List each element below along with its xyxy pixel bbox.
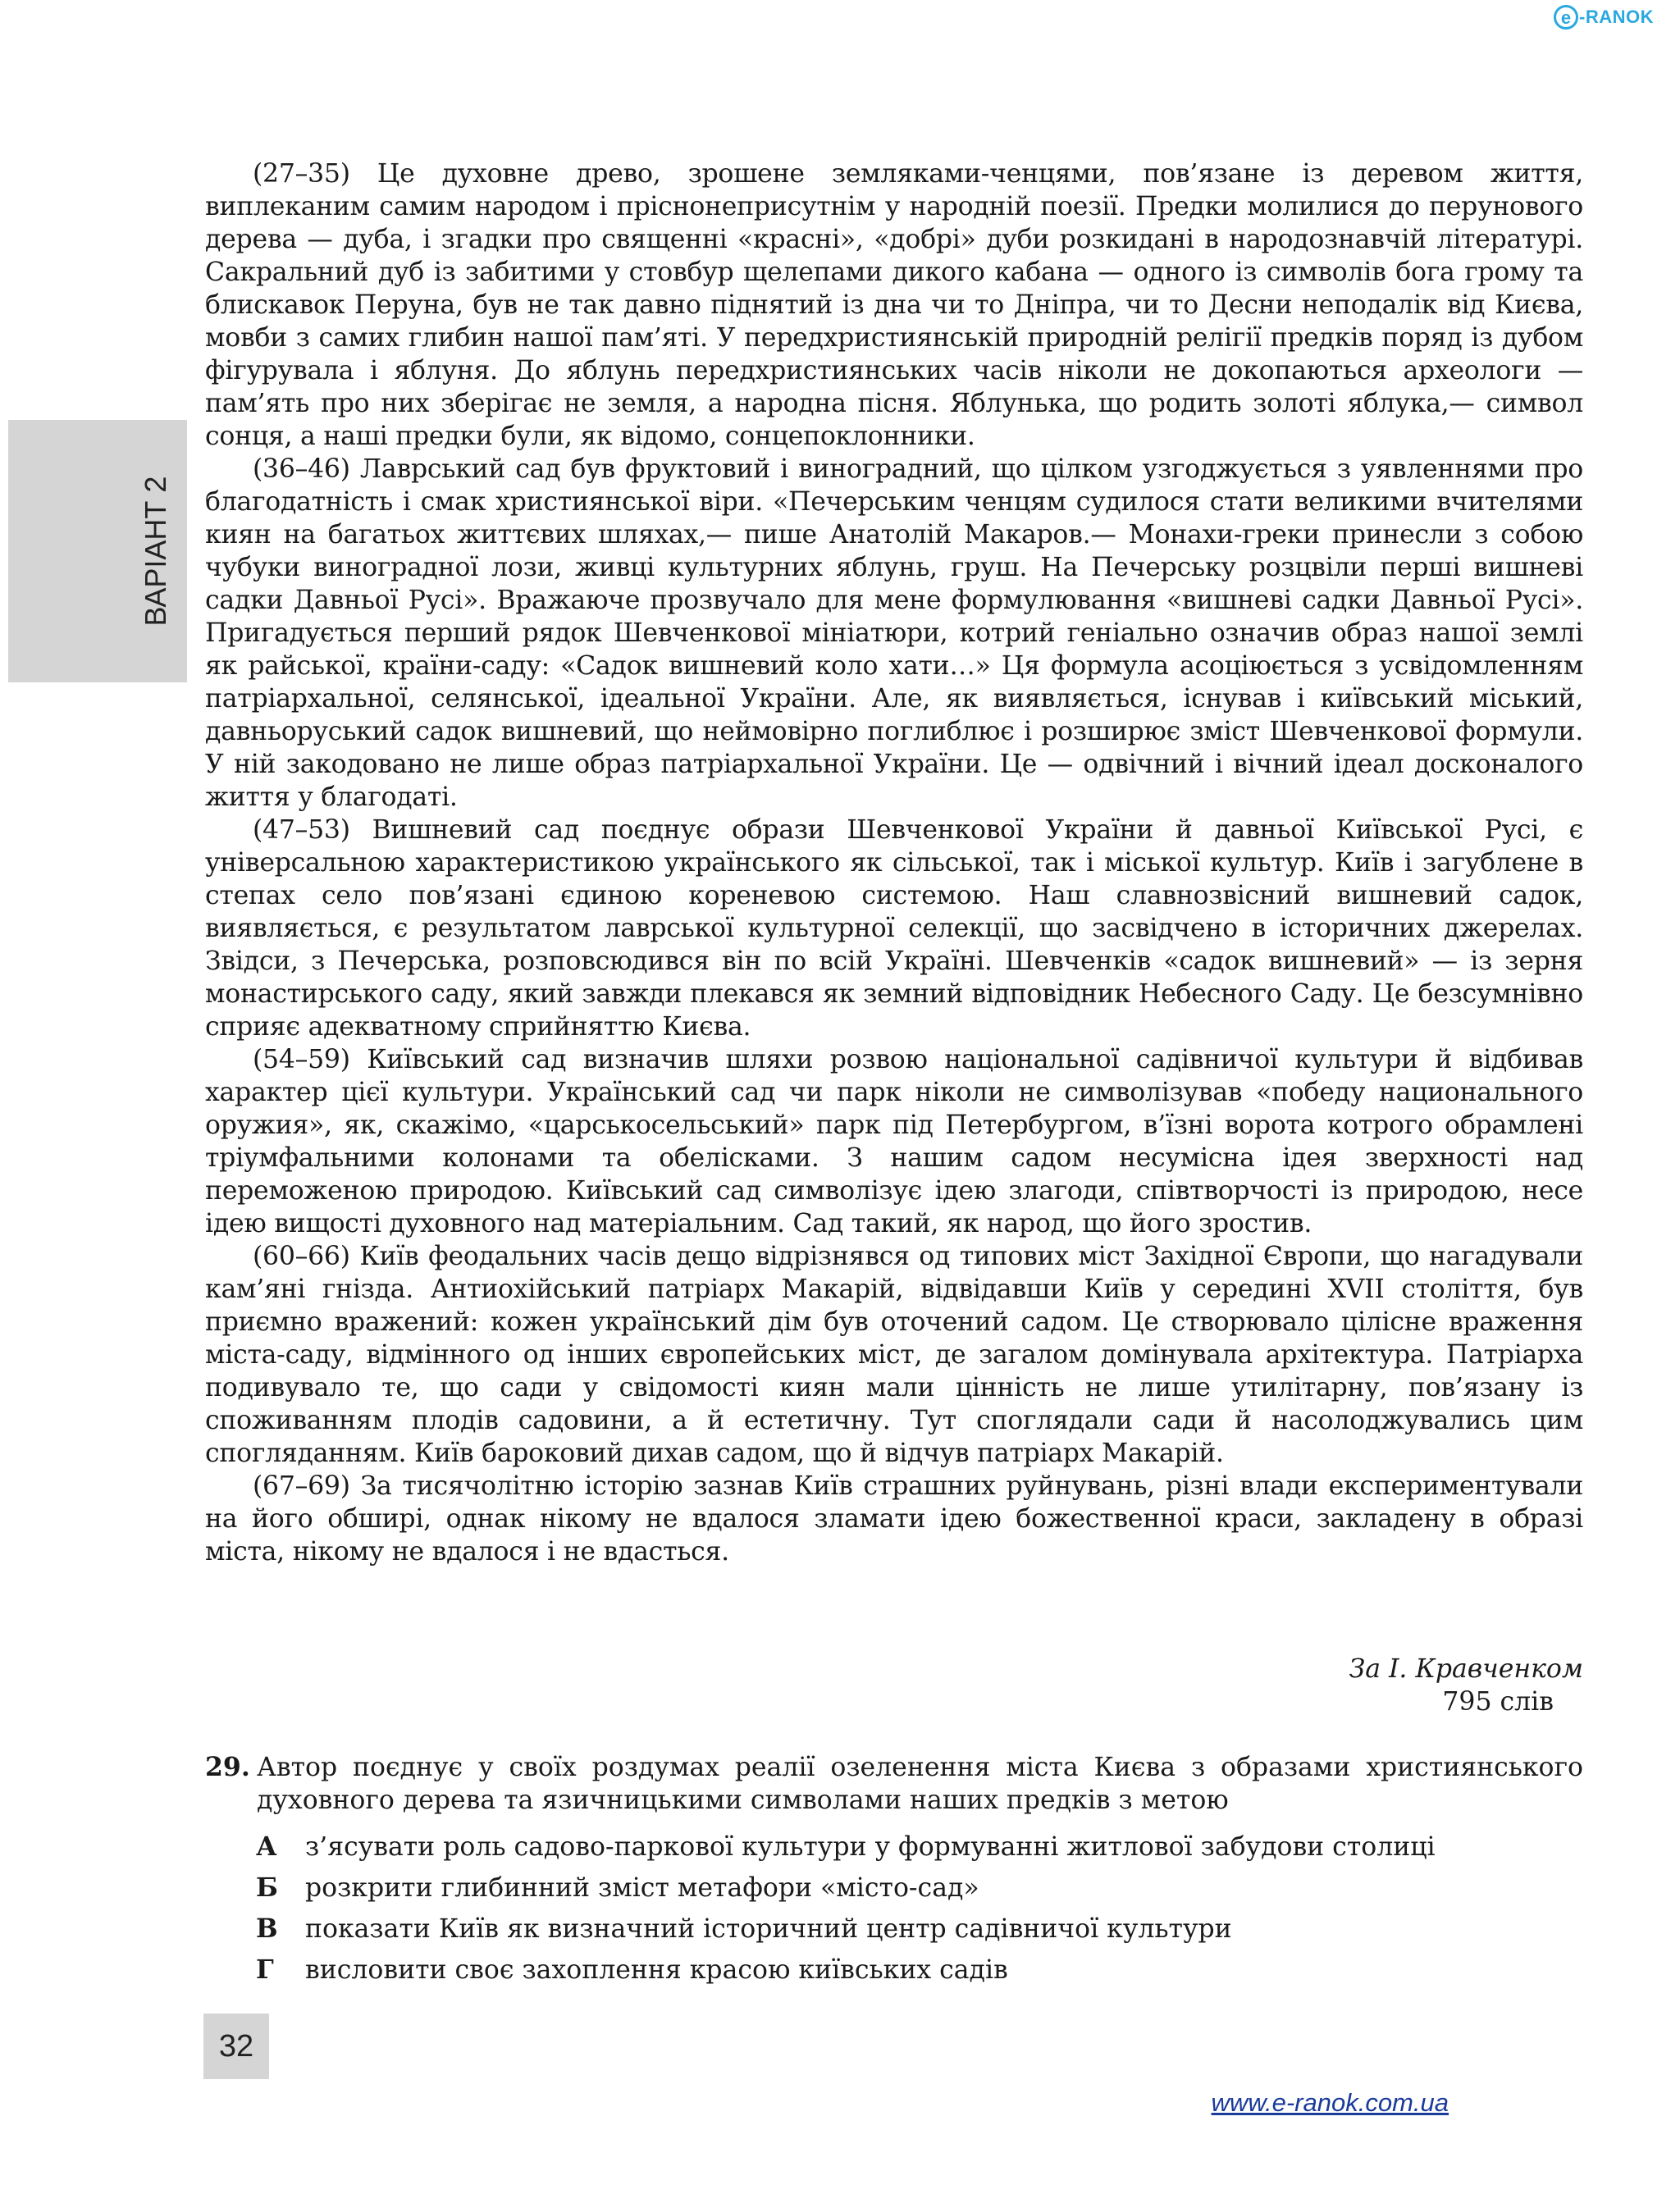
reading-text [205, 157, 1583, 1568]
option-text: висловити своє захоплення красою київських садів [305, 1955, 1008, 1985]
option-v[interactable] [256, 1909, 1583, 1950]
publisher-logo [1554, 3, 1654, 31]
option-letter: Б [256, 1872, 278, 1903]
option-text: розкрити глибинний зміст метафори «місто-сад» [305, 1873, 979, 1903]
page-number: 32 [203, 2014, 269, 2079]
author-name: За І. Кравченком [1349, 1654, 1583, 1684]
paragraph-60-66: (60–66) Київ феодальних часів дещо відрізнявся од типових міст Західної Європи, що нагадували кам’яні гнізда. Антиохійський патріарх Макарій, відвідавши Київ у середині XVII століття, був приємно вражений: кожен український дім був оточений садом. Це створювало цілісне враження міста-саду, відмінного од інших європейських міст, де загалом домінувала архітектура. Патріарха подивувало те, що сади у свідомості киян мали цінність не лише утилітарну, пов’язану із споживанням плодів садовини, а й естетичну. Тут споглядали сади й насолоджувались цим спогляданням. Київ бароковий дихав садом, що й відчув патріарх Макарій. [205, 1242, 1583, 1468]
paragraph-54-59: (54–59) Київський сад визначив шляхи розвою національної садівничої культури й відбивав характер цієї культури. Український сад чи парк ніколи не символізував «победу национального оружия», як, скажімо, «царськосельський» парк під Петербургом, в’їзні ворота котрого обрамлені тріумфальними колонами та обелісками. З нашим садом несумісна ідея зверхності над переможеною природою. Київський сад символізує ідею злагоди, співтворчості із природою, несе ідею вищості духовного над матеріальним. Сад такий, як народ, що його зростив. [205, 1045, 1583, 1238]
option-text: показати Київ як визначний історичний центр садівничої культури [305, 1914, 1232, 1944]
option-letter: А [256, 1831, 277, 1862]
word-count: 795 слів [1442, 1687, 1554, 1717]
paragraph-67-69: (67–69) За тисячолітню історію зазнав Київ страшних руйнувань, різні влади експериментували на його обширі, однак нікому не вдалося зламати ідею божественної краси, закладену в образі міста, нікому не вдалося і не вдасться. [205, 1471, 1583, 1567]
option-letter: В [256, 1913, 278, 1944]
variant-label: ВАРІАНТ 2 [139, 476, 172, 627]
website-link[interactable]: www.e-ranok.com.ua [1211, 2088, 1449, 2117]
question-text: Автор поєднує у своїх роздумах реалії озеленення міста Києва з образами християнського духовного дерева та язичницькими символами наших предків з метою [257, 1753, 1583, 1815]
paragraph-47-53: (47–53) Вишневий сад поєднує образи Шевченкової України й давньої Київської Русі, є універсальною характеристикою українського як сільської, так і міської культур. Київ і загублене в степах село пов’язані єдиною кореневою системою. Наш славнозвісний вишневий садок, виявляється, є результатом лаврської культурної селекції, що засвідчено в історичних джерелах. Звідси, з Печерська, розповсюдився він по всій Україні. Шевченків «садок вишневий» — із зерня монастирського саду, який завжди плекався як земний відповідник Небесного Саду. Це безсумнівно сприяє адекватному сприйняттю Києва. [205, 815, 1583, 1042]
answer-options [256, 1827, 1583, 1991]
option-h[interactable] [256, 1950, 1583, 1991]
option-a[interactable] [256, 1827, 1583, 1868]
logo-text: -RANOK [1579, 7, 1654, 27]
attribution [1349, 1653, 1583, 1718]
logo-e-icon: e [1554, 5, 1578, 30]
paragraph-27-35: (27–35) Це духовне древо, зрошене земляками-ченцями, пов’язане із деревом життя, виплеканим самим народом і пріснонеприсутнім у народній поезії. Предки молилися до перунового дерева — дуба, і згадки про священні «красні», «добрі» дуби розкидані в народознавчій літературі. Сакральний дуб із забитими у стовбур щелепами дикого кабана — одного із символів бога грому та блискавок Перуна, був не так давно піднятий із дна чи то Дніпра, чи то Десни неподалік від Києва, мовби з самих глибин нашої пам’яті. У передхристиянській природній релігії предків поряд із дубом фігурувала і яблуня. До яблунь передхристиянських часів ніколи не докопаються археологи — пам’ять про них зберігає не земля, а народна пісня. Яблунька, що родить золоті яблука,— символ сонця, а наші предки були, як відомо, сонцепоклонники. [205, 159, 1583, 451]
option-letter: Г [256, 1954, 274, 1985]
question-29 [205, 1751, 1583, 1991]
question-number: 29. [205, 1752, 250, 1782]
option-b[interactable] [256, 1868, 1583, 1909]
option-text: з’ясувати роль садово-паркової культури у формуванні житлової забудови столиці [305, 1832, 1436, 1862]
variant-side-tab [8, 420, 187, 682]
paragraph-36-46: (36–46) Лаврський сад був фруктовий і виноградний, що цілком узгоджується з уявленнями про благодатність і смак християнської віри. «Печерським ченцям судилося стати великими вчителями киян на багатьох життєвих шляхах,— пише Анатолій Макаров.— Монахи-греки принесли з собою чубуки виноградної лози, живці культурних яблунь, груш. На Печерську розцвіли перші вишневі садки Давньої Русі». Вражаюче прозвучало для мене формулювання «вишневі садки Давньої Русі». Пригадується перший рядок Шевченкової мініатюри, котрий геніально означив образ нашої землі як райської, країни-саду: «Садок вишневий коло хати…» Ця формула асоціюється з усвідомленням патріархальної, селянської, ідеальної України. Але, як виявляється, існував і київський міський, давньоруський садок вишневий, що неймовірно поглиблює і розширює зміст Шевченкової формули. У ній закодовано не лише образ патріархальної України. Це — одвічний і вічний ідеал досконалого життя у благодаті. [205, 454, 1583, 812]
